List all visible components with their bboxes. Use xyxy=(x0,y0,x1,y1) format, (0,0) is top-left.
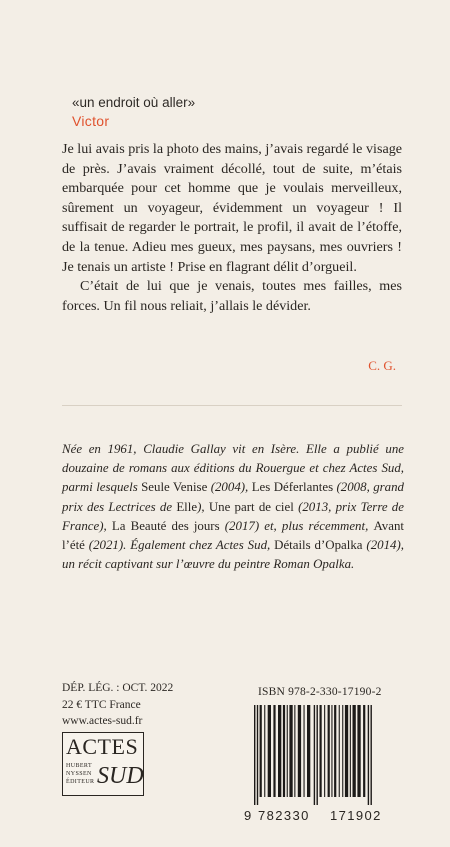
bio-text: ), xyxy=(197,499,209,514)
barcode-bar xyxy=(345,705,348,797)
bio-text: (2021). Également chez Actes Sud, xyxy=(84,538,275,553)
barcode-bar xyxy=(278,705,281,797)
book-title: Les Déferlantes xyxy=(251,480,334,495)
bio-text: (2013, prix Terre de France), xyxy=(62,499,404,533)
back-cover-blurb xyxy=(62,140,402,316)
author-initials: C. G. xyxy=(368,358,396,373)
barcode-bar xyxy=(350,705,351,797)
barcode-bar xyxy=(268,705,271,797)
barcode-bar xyxy=(307,705,310,797)
barcode-bar xyxy=(289,705,292,797)
barcode-icon xyxy=(252,705,404,805)
publisher-logo xyxy=(62,732,144,796)
barcode-bar xyxy=(363,705,365,797)
logo-editeur: ÉDITEUR xyxy=(66,779,95,785)
legal-deposit: DÉP. LÉG. : OCT. 2022 xyxy=(62,682,174,694)
legal-info xyxy=(62,680,173,730)
barcode-bar xyxy=(254,705,255,805)
isbn: ISBN 978-2-330-17190-2 xyxy=(258,686,382,698)
bio-text: (2014), un récit captivant sur l’œuvre du peintre Roman Opalka. xyxy=(62,538,404,572)
bio-text: Née en 1961, Claudie Gallay vit en Isère. Elle a publié une douzaine de romans aux éditions du Rouergue et chez Actes Sud, parmi lesquels xyxy=(62,442,404,495)
blurb-paragraph-1: Je lui avais pris la photo des mains, j’avais regardé le visage de près. J’avais vraiment décollé, tout de suite, m’étais embarquée pour cet homme que je voulais merveilleux, sûrement un voyageur, évidemment un voyageur ! Il suffisait de regarder le portrait, le profil, il avait de l’étoffe, de la tenue. Adieu mes gueux, mes paysans, mes ouvriers ! Je tenais un artiste ! Prise en flagrant délit d’orgueil. xyxy=(62,141,402,275)
magazine-title: Elle xyxy=(176,499,198,514)
book-title: Une part de ciel xyxy=(208,499,294,514)
series-name: Victor xyxy=(72,113,110,129)
ean-left-digits: 782330 xyxy=(258,808,310,823)
barcode-bar xyxy=(324,705,325,797)
barcode-bar xyxy=(294,705,295,797)
barcode-bar xyxy=(334,705,336,797)
barcode-bar xyxy=(304,705,305,797)
barcode-bar xyxy=(328,705,330,797)
barcode-bar xyxy=(260,705,262,797)
barcode-bar xyxy=(342,705,343,797)
barcode-bar xyxy=(287,705,288,797)
barcode-bar xyxy=(314,705,315,805)
barcode-bar xyxy=(317,705,318,805)
bio-text: (2008, grand prix des Lectrices de xyxy=(62,480,404,514)
barcode-bar xyxy=(320,705,322,797)
ean-first-digit: 9 xyxy=(244,808,252,823)
blurb-paragraph-2: C’était de lui que je venais, toutes mes failles, mes forces. Un fil nous reliait, j’allais le dévider. xyxy=(62,278,402,314)
collection-title: «un endroit où aller» xyxy=(72,95,196,110)
barcode-bar xyxy=(257,705,258,805)
logo-actes: ACTES xyxy=(66,734,139,759)
barcode-bar xyxy=(273,705,275,797)
barcode-bar xyxy=(331,705,332,797)
book-title: Détails d’Opalka xyxy=(274,538,363,553)
logo-hubert: HUBERT xyxy=(66,763,93,769)
barcode-bar xyxy=(357,705,360,797)
barcode-bar xyxy=(264,705,265,797)
book-title: Avant l’été xyxy=(62,518,404,553)
author-bio xyxy=(62,440,404,574)
price: 22 € TTC France xyxy=(62,698,141,711)
book-title: La Beauté des jours xyxy=(111,518,220,533)
divider xyxy=(62,405,402,406)
barcode-bar xyxy=(283,705,285,797)
bio-text: (2004), xyxy=(207,480,252,495)
ean-right-digits: 171902 xyxy=(330,808,382,823)
barcode-bar xyxy=(371,705,372,805)
barcode-bar xyxy=(368,705,369,805)
website: www.actes-sud.fr xyxy=(62,715,143,727)
barcode-bar xyxy=(353,705,356,797)
logo-sud: SUD xyxy=(97,763,144,789)
bio-text: (2017) et, plus récemment, xyxy=(219,518,374,533)
book-title: Seule Venise xyxy=(141,480,208,495)
barcode-bar xyxy=(339,705,340,797)
barcode xyxy=(252,705,404,805)
logo-nyssen: NYSSEN xyxy=(66,771,92,777)
barcode-bar xyxy=(298,705,301,797)
